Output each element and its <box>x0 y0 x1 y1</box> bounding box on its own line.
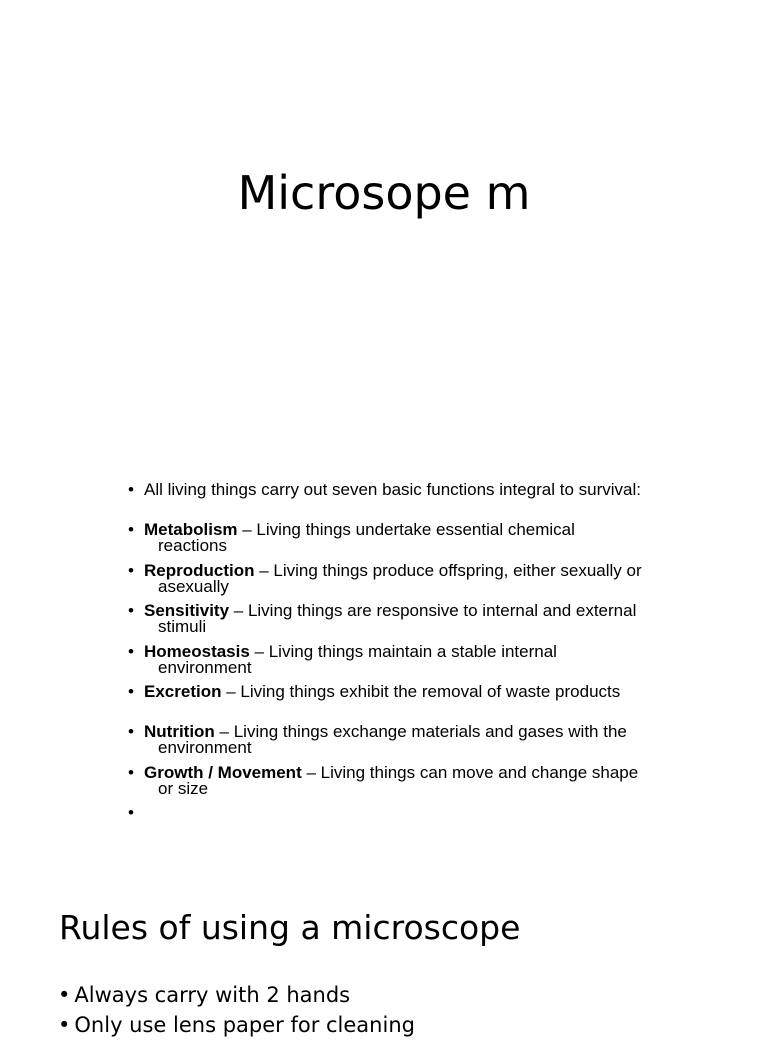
bullet: • <box>128 520 134 540</box>
function-text: – Living things maintain a stable internal environment <box>158 641 557 677</box>
bullet: • <box>128 601 134 621</box>
functions-list <box>128 480 648 844</box>
bullet: • <box>128 762 134 782</box>
list-item <box>128 642 648 682</box>
list-item <box>58 1010 415 1040</box>
bullet: • <box>128 803 134 823</box>
bullet: • <box>58 1013 71 1037</box>
function-text: – Living things exchange materials and gases with the environment <box>158 722 627 758</box>
list-item <box>128 480 648 520</box>
list-item <box>128 722 648 762</box>
rule-text: Always carry with 2 hands <box>74 983 351 1007</box>
function-term: Growth / Movement <box>144 762 302 782</box>
function-text: – Living things produce offspring, either sexually or asexually <box>158 560 642 596</box>
list-item <box>58 980 415 1010</box>
list-item <box>128 601 648 641</box>
list-item <box>128 763 648 803</box>
function-text: – Living things can move and change shape or size <box>158 762 639 798</box>
bullet: • <box>58 983 71 1007</box>
function-term: Sensitivity <box>144 601 230 621</box>
bullet: • <box>128 480 134 499</box>
function-text: All living things carry out seven basic functions integral to survival: <box>144 480 642 499</box>
bullet: • <box>128 641 134 661</box>
function-term: Reproduction <box>144 560 255 580</box>
list-item <box>128 803 648 843</box>
function-term: Homeostasis <box>144 641 250 661</box>
bullet: • <box>128 681 134 701</box>
function-text: – Living things undertake essential chemical reactions <box>158 520 575 556</box>
rules-list <box>58 980 415 1040</box>
bullet: • <box>128 560 134 580</box>
bullet: • <box>128 722 134 742</box>
function-text: – Living things are responsive to internal and external stimuli <box>158 601 637 637</box>
section-title: Rules of using a microscope <box>59 908 521 947</box>
function-text: – Living things exhibit the removal of waste products <box>221 681 621 701</box>
slide-title: Microsope m <box>237 166 531 220</box>
list-item <box>128 682 648 722</box>
rule-text: Only use lens paper for cleaning <box>74 1013 415 1037</box>
function-term: Excretion <box>144 681 222 701</box>
function-term: Metabolism <box>144 520 238 540</box>
function-term: Nutrition <box>144 722 215 742</box>
list-item <box>128 520 648 560</box>
list-item <box>128 561 648 601</box>
